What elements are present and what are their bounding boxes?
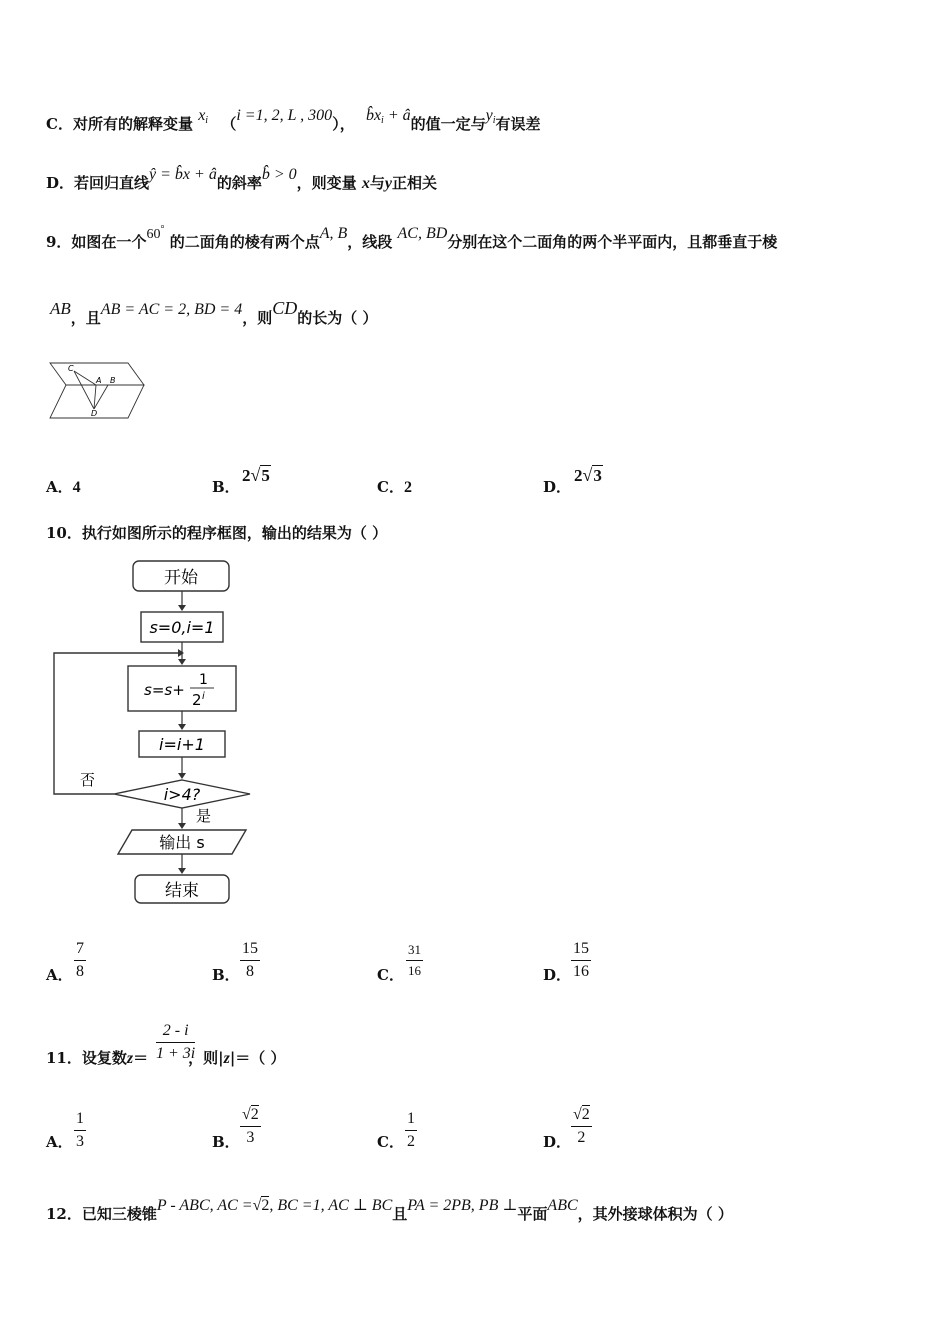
start-label: 开始 — [164, 568, 198, 588]
q9-stem-line1: 9．如图在一个60° 的二面角的棱有两个点A, B，线段 AC, BD分别在这个二面角的两个半平面内，且都垂直于棱 — [46, 224, 778, 251]
q10-option-b-fraction: $\frac{15}{8}$ — [242, 940, 258, 980]
q11-option-d-fraction: $\frac{√2}{2}$ — [573, 1106, 590, 1146]
q10-stem: 10．执行如图所示的程序框图，输出的结果为（ ） — [46, 524, 388, 542]
q9-option-d-value: 2√3 — [574, 465, 602, 485]
label-a: A — [96, 376, 102, 385]
q11-option-a-fraction: $\frac{1}{3}$ — [76, 1110, 84, 1150]
q11-option-a[interactable]: A． — [46, 1133, 73, 1151]
label-d: D — [91, 409, 98, 418]
q10-option-d-fraction: $\frac{15}{16}$ — [573, 940, 589, 980]
no-label: 否 — [80, 771, 96, 789]
end-label: 结束 — [165, 881, 199, 901]
q9-option-c[interactable]: C．2 — [377, 478, 412, 496]
yes-label: 是 — [196, 807, 212, 825]
output-label: 输出 s — [159, 833, 205, 852]
update-den: 2 — [192, 691, 202, 709]
q10-option-a-fraction: $\frac{7}{8}$ — [76, 940, 84, 980]
q11-stem: 11．设复数z＝ ，则|z|＝（ ） — [46, 1049, 286, 1067]
dihedral-angle-figure — [46, 360, 150, 422]
q10-option-d[interactable]: D． — [543, 966, 572, 984]
program-flowchart — [46, 555, 266, 910]
q11-option-b[interactable]: B． — [212, 1133, 240, 1151]
q12-stem: 12．已知三棱锥P - ABC, AC =√2, BC =1, AC ⊥ BC且PA = 2PB, PB ⊥平面ABC，其外接球体积为（ ） — [46, 1197, 733, 1223]
q9-option-b[interactable]: B． — [212, 478, 240, 496]
q10-option-c[interactable]: C． — [377, 966, 404, 984]
label-b: B — [110, 376, 116, 385]
q11-z-fraction: $\frac{2 - i}{1 + 3i}$ — [156, 1022, 196, 1062]
q10-option-a[interactable]: A． — [46, 966, 73, 984]
update-exp: i — [202, 691, 205, 702]
q9-option-a[interactable]: A．4 — [46, 478, 81, 496]
cond-label: i>4? — [163, 785, 201, 804]
q11-option-c[interactable]: C． — [377, 1133, 404, 1151]
q11-option-d[interactable]: D． — [543, 1133, 572, 1151]
loop-back-line — [54, 653, 182, 794]
q9-option-d[interactable]: D． — [543, 478, 572, 496]
q8-option-d: D．若回归直线ŷ = b̂x + â的斜率b̂ > 0，则变量 x与y正相关 — [46, 166, 438, 192]
init-label: s=0,i=1 — [149, 618, 215, 637]
q10-option-c-fraction: $\frac{31}{16}$ — [408, 942, 421, 978]
label-c: C — [68, 364, 74, 373]
update-left-label: s=s+ — [144, 681, 185, 699]
q10-option-b[interactable]: B． — [212, 966, 240, 984]
segment-cd — [74, 371, 94, 409]
incr-label: i=i+1 — [159, 735, 205, 754]
q9-stem-line2: AB，且AB = AC = 2, BD = 4，则CD的长为（ ） — [50, 298, 378, 327]
q11-option-c-fraction: $\frac{1}{2}$ — [407, 1110, 415, 1150]
update-num: 1 — [199, 672, 208, 688]
q9-option-b-value: 2√5 — [242, 465, 270, 485]
q11-option-b-fraction: $\frac{√2}{3}$ — [242, 1106, 259, 1146]
q8-option-c: C．对所有的解释变量 xi （i =1, 2, L , 300）， b̂xi + â的值一定与yi有误差 — [46, 107, 541, 133]
